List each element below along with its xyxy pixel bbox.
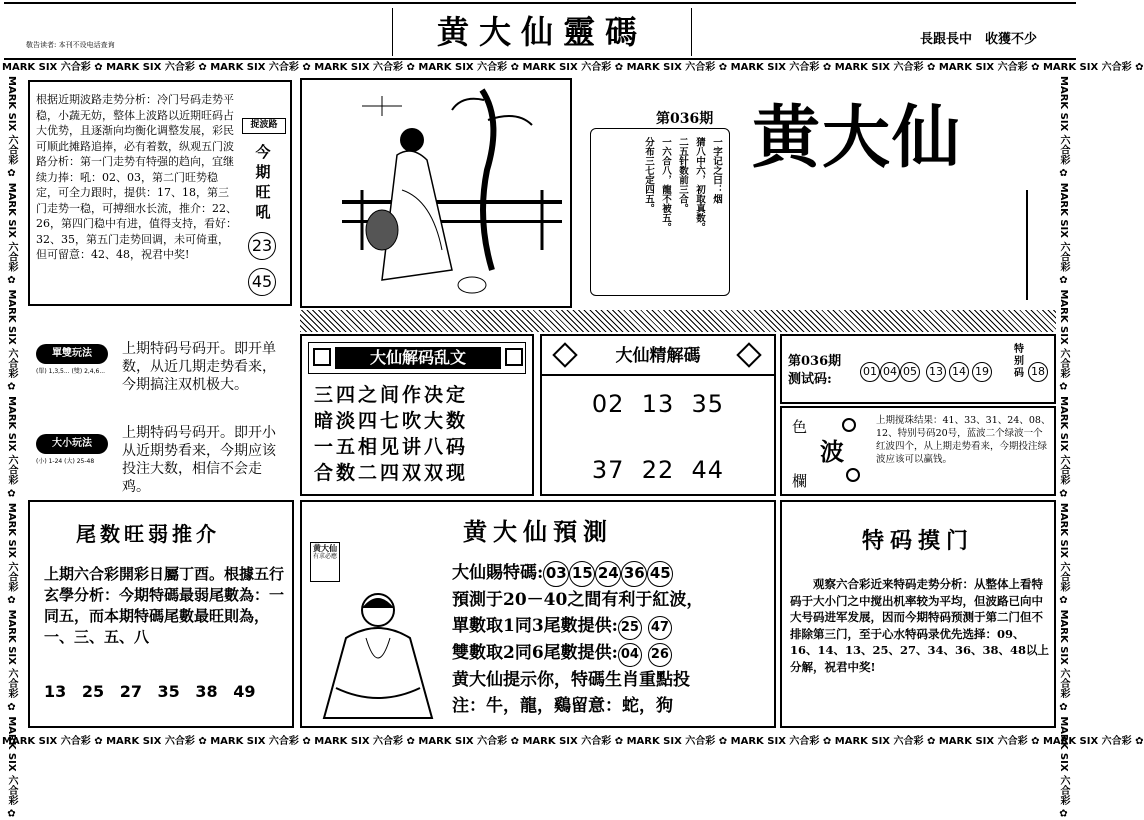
fine-decode-box (540, 334, 776, 496)
special-code-box (780, 500, 1056, 728)
wave-label: 今期旺吼 (255, 143, 271, 221)
border-strip-bottom: MARK SIX 六合彩 ✿ MARK SIX 六合彩 ✿ MARK SIX 六合彩 ✿ MARK SIX 六合彩 ✿ MARK SIX 六合彩 ✿ MARK SIX 六合彩 ✿ MARK SIX 六合彩 ✿ MARK SIX 六合彩 ✿ MARK SIX 六合彩 ✿ MARK SIX 六合彩 ✿ MARK SIX 六合彩 ✿ (2, 736, 1144, 747)
poem-issue: 第036期 (656, 111, 714, 127)
fine-number: 02 (591, 390, 625, 418)
sage-illustration (316, 588, 440, 722)
forecast-gift-label: 大仙賜特碼: (452, 563, 544, 583)
big-small-section (28, 422, 294, 502)
odd-even-section (28, 336, 294, 418)
decode-title-icon-left (313, 348, 331, 366)
forecast-line-3-row (452, 640, 772, 667)
forecast-line-1: 預測于20－40之間有利于紅波， (452, 590, 704, 610)
tail-number: 38 (195, 682, 218, 701)
wave-number-1: 23 (248, 232, 276, 260)
forecast-gift-number: 03 (543, 561, 569, 587)
brand-title: 黄大仙 (752, 98, 963, 178)
fine-decode-row-2 (542, 456, 774, 484)
fine-decode-title-bar (542, 336, 774, 376)
tail-numbers (44, 682, 255, 701)
circle-icon (842, 418, 856, 432)
forecast-line-3: 雙數取2同6尾數提供: (452, 643, 618, 663)
tail-number: 27 (119, 682, 142, 701)
forecast-title: 黄大仙預測 (463, 517, 613, 546)
fine-decode-title: 大仙精解碼 (615, 346, 701, 366)
wave-number-2: 45 (248, 268, 276, 296)
test-issue: 第036期 (788, 354, 842, 369)
tail-title: 尾数旺弱推介 (76, 522, 220, 546)
illustration-box (300, 78, 572, 308)
tail-number: 35 (157, 682, 180, 701)
circle-icon (846, 468, 860, 482)
forecast-seal (310, 542, 340, 582)
odd-even-label: 單雙玩法 (36, 344, 108, 364)
special-text: 观察六合彩近来特码走势分析：从整体上看特码于大小门之中搅出机率较为平均，但波路已向中大号码进军发展，因而今期特码预测于第二门但不排除第三门，至于心水特码录优先选择：09、16、14、13、25、27、34、36、38、48以上分解，祝君中奖! (790, 577, 1050, 674)
tail-box (28, 500, 294, 728)
color-wave-label-1: 色 (792, 418, 808, 436)
decode-line-3: 一五相见讲八码 (314, 436, 469, 458)
decode-line-1: 三四之间作决定 (314, 384, 469, 406)
hatch-divider (300, 310, 1056, 332)
forecast-line-4: 黄大仙提示你，特碼生肖重點投 (452, 670, 690, 690)
border-strip-right: MARK SIX 六合彩 ✿ MARK SIX 六合彩 ✿ MARK SIX 六合彩 ✿ MARK SIX 六合彩 ✿ MARK SIX 六合彩 ✿ MARK SIX 六合彩 ✿ MARK SIX 六合彩 ✿ (1058, 76, 1069, 820)
tail-number: 13 (44, 682, 67, 701)
poem-line-1: 一字记之曰：烟 (711, 137, 722, 204)
diamond-icon-right (736, 342, 761, 367)
forecast-line-5: 注：牛，龍，鷄留意：蛇，狗 (452, 696, 673, 716)
big-small-rule: (小) 1-24 (大) 25-48 (36, 458, 95, 465)
test-number: 14 (949, 362, 969, 382)
test-number: 13 (926, 362, 946, 382)
color-wave-label-2: 波 (820, 437, 844, 466)
forecast-gift-number: 36 (621, 561, 647, 587)
forecast-even-number: 04 (618, 643, 642, 667)
forecast-even-number: 26 (648, 643, 672, 667)
decode-box (300, 334, 534, 496)
header-notice: 敬告读者: 本刊不设电话查询 (26, 41, 115, 49)
decode-line-2: 暗淡四七吹大数 (314, 410, 469, 432)
forecast-gift-row (452, 560, 772, 587)
wave-badge: 捉波路 (242, 118, 286, 134)
fine-number: 22 (641, 456, 675, 484)
header-slogan: 長跟長中 收獲不少 (920, 32, 1038, 47)
decode-lines (314, 382, 524, 486)
poem-line-2: 猜八中六，初取真数。 (694, 137, 705, 232)
poem-scroll (590, 128, 730, 296)
decode-title-icon-right (505, 348, 523, 366)
tail-number: 49 (233, 682, 256, 701)
tail-number: 25 (81, 682, 105, 701)
forecast-gift-number: 24 (595, 561, 621, 587)
test-number: 04 (880, 362, 900, 382)
decode-title: 大仙解码乱文 (335, 347, 501, 369)
poem-lines (641, 137, 723, 287)
header-bar (4, 2, 1076, 60)
maiden-illustration (302, 80, 570, 306)
odd-even-text: 上期特码号码开。即开单数，从近几期走势看来，今期搞注双机极大。 (122, 341, 276, 393)
big-small-text: 上期特码号码开。即开小从近期势看来，今期应该投注大数，相信不会走鸡。 (122, 425, 276, 495)
fine-number: 37 (591, 456, 625, 484)
forecast-line-2: 單數取1同3尾數提供: (452, 616, 618, 636)
header-title-box (392, 8, 692, 56)
big-small-label: 大小玩法 (36, 434, 108, 454)
diamond-icon-left (552, 342, 577, 367)
poem-line-3: 二五针数前三合。 (677, 137, 688, 213)
forecast-odd-number: 47 (648, 616, 672, 640)
forecast-seal-text: 黄大仙 (313, 543, 337, 553)
special-title: 特码摸门 (861, 528, 974, 554)
test-number: 19 (972, 362, 992, 382)
forecast-gift-number: 15 (569, 561, 595, 587)
forecast-seal-sub: 有求必應 (312, 553, 337, 560)
test-label: 测试码: (788, 372, 832, 387)
odd-even-rule: (單) 1,3,5... (雙) 2,4,6... (36, 368, 106, 375)
decode-line-4: 合数二四双双现 (314, 462, 469, 484)
wave-analysis-text: 根据近期波路走势分析：冷门号码走势平稳，小蔬无妨，整体上波路以近期旺码占大优势，且逐渐向均衡化调整发展，彩民可顺此摊路追捧，必有着数，纵观五门波路分析：第一门走势有特强的趋向，宜继续力捧：吼：02、03，第二门旺势稳定，可全力跟时，提供：17、18，第三门走势一稳，可搏细水长流，推介：22、26，第四门稳中有进，值得支持，看好：32、35，第五门走势回调，未可倚重，但可留意：42、48，祝君中奖! (36, 93, 237, 261)
test-number: 05 (900, 362, 920, 382)
poem-line-4: 一六合八，龍不被五。 (660, 137, 671, 232)
forecast-box (300, 500, 776, 728)
color-wave-label-3: 欄 (792, 472, 808, 490)
brand-line (1026, 190, 1028, 300)
test-numbers (860, 362, 992, 382)
forecast-body (452, 560, 772, 719)
page-title: 黄大仙靈碼 (436, 13, 647, 51)
border-strip-left: MARK SIX 六合彩 ✿ MARK SIX 六合彩 ✿ MARK SIX 六合彩 ✿ MARK SIX 六合彩 ✿ MARK SIX 六合彩 ✿ MARK SIX 六合彩 ✿ MARK SIX 六合彩 ✿ (6, 76, 17, 820)
test-special-label: 特别码 (1014, 344, 1024, 379)
tail-text: 上期六合彩開彩日屬丁酉。根據五行玄學分析：今期特碼最弱尾數為：一同五，而本期特碼尾數最旺則為，一、三、五、八 (44, 565, 285, 646)
poem-line-5: 分布三七定四五。 (643, 137, 654, 213)
forecast-gift-number: 45 (647, 561, 673, 587)
decode-title-bar (308, 342, 526, 374)
color-wave-text: 上期搅珠结果：41、33、31、24、08、12、特别号码20号，蓝波二个绿波一个红波四个，从上期走势看来，今期投注绿波应该可以赢钱。 (876, 415, 1051, 465)
color-wave-box (780, 406, 1056, 496)
forecast-odd-number: 25 (618, 616, 642, 640)
fine-number: 44 (691, 456, 725, 484)
test-code-box (780, 334, 1056, 404)
fine-number: 13 (641, 390, 675, 418)
wave-analysis-box (28, 80, 292, 306)
test-number: 01 (860, 362, 880, 382)
fine-number: 35 (691, 390, 725, 418)
fine-decode-row-1 (542, 390, 774, 418)
test-special-number: 18 (1028, 362, 1048, 382)
border-strip-top: MARK SIX 六合彩 ✿ MARK SIX 六合彩 ✿ MARK SIX 六合彩 ✿ MARK SIX 六合彩 ✿ MARK SIX 六合彩 ✿ MARK SIX 六合彩 ✿ MARK SIX 六合彩 ✿ MARK SIX 六合彩 ✿ MARK SIX 六合彩 ✿ MARK SIX 六合彩 ✿ MARK SIX 六合彩 ✿ (2, 62, 1144, 73)
forecast-line-2-row (452, 613, 772, 640)
